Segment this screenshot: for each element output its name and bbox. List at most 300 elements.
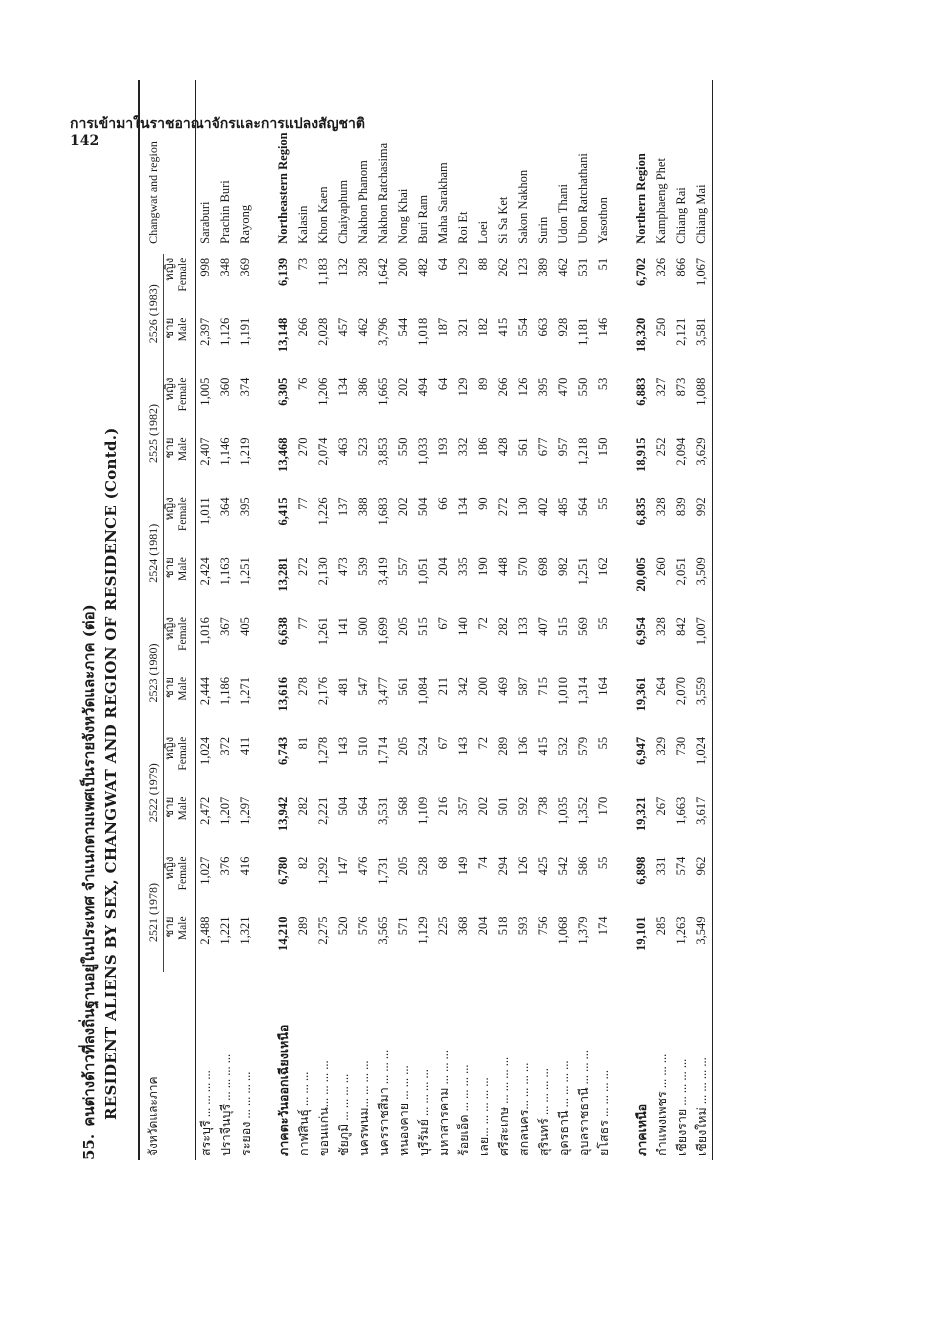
page-number: 142 bbox=[70, 133, 100, 149]
female-value-cell: 376 bbox=[218, 856, 232, 876]
female-value-cell: 132 bbox=[336, 257, 351, 277]
row-label-th: ระยอง ... ... ... ... bbox=[238, 1071, 253, 1156]
male-value-cell: 520 bbox=[336, 916, 351, 936]
table-row bbox=[374, 80, 394, 1160]
table-body bbox=[195, 80, 712, 1160]
male-value-cell: 202 bbox=[476, 796, 491, 816]
female-value-cell: 550 bbox=[576, 377, 591, 397]
male-value-cell: 593 bbox=[516, 916, 531, 936]
female-value-cell: 873 bbox=[674, 377, 689, 397]
male-header-th: ชาย bbox=[163, 916, 176, 938]
female-header bbox=[163, 493, 195, 553]
male-value-cell: 3,565 bbox=[376, 916, 391, 945]
male-value-cell: 3,617 bbox=[692, 793, 713, 853]
row-label-en: Chiang Mai bbox=[692, 80, 713, 254]
male-value-cell: 3,853 bbox=[376, 437, 391, 466]
female-value-cell: 326 bbox=[654, 257, 669, 277]
female-value-cell: 129 bbox=[456, 257, 471, 277]
female-value-cell: 485 bbox=[556, 497, 571, 517]
male-value-cell: 554 bbox=[516, 317, 531, 337]
female-value-cell: 528 bbox=[416, 856, 431, 876]
year-header: 2525 (1982) bbox=[139, 374, 163, 494]
female-value-cell: 51 bbox=[596, 257, 611, 271]
male-value-cell: 1,084 bbox=[416, 676, 431, 706]
row-label-th: สระบุรี ... ... ... ... bbox=[198, 1070, 213, 1156]
table-title-th: คนต่างด้าวที่ลงถิ่นฐานอยู่ในประเทศ จำแนกตามเพศเป็นรายจังหวัดและภาค (ต่อ) bbox=[80, 604, 98, 1127]
female-value-cell: 1,067 bbox=[692, 254, 713, 314]
male-value-cell: 216 bbox=[436, 796, 451, 816]
female-value-cell: 510 bbox=[356, 736, 371, 756]
male-value-cell: 164 bbox=[596, 676, 611, 696]
row-label-th: กาฬสินธุ์ ... ... ... bbox=[296, 1071, 311, 1156]
male-value-cell: 2,121 bbox=[674, 317, 689, 346]
male-value-cell: 576 bbox=[356, 916, 371, 936]
female-header-th: หญิง bbox=[163, 257, 176, 281]
male-value-cell: 2,051 bbox=[674, 557, 689, 586]
female-value-cell: 579 bbox=[576, 736, 591, 756]
male-value-cell: 20,005 bbox=[634, 557, 649, 592]
male-value-cell: 13,616 bbox=[276, 676, 291, 712]
male-header bbox=[163, 553, 195, 613]
male-value-cell: 698 bbox=[536, 557, 551, 576]
female-value-cell: 72 bbox=[476, 736, 491, 750]
female-value-cell: 1,027 bbox=[198, 856, 212, 885]
male-value-cell: 282 bbox=[296, 796, 311, 816]
female-value-cell: 348 bbox=[218, 257, 232, 277]
male-value-cell: 2,472 bbox=[198, 796, 212, 825]
female-value-cell: 6,883 bbox=[634, 377, 649, 406]
row-label-en: Ubon Ratchathani bbox=[576, 153, 591, 244]
female-value-cell: 143 bbox=[456, 736, 471, 756]
female-value-cell: 55 bbox=[596, 497, 611, 510]
row-label-en: Buri Ram bbox=[416, 194, 431, 244]
male-value-cell: 342 bbox=[456, 676, 471, 696]
table-row bbox=[534, 80, 554, 1160]
female-value-cell: 64 bbox=[436, 377, 451, 391]
female-value-cell: 574 bbox=[674, 856, 689, 876]
female-value-cell: 1,714 bbox=[376, 736, 391, 765]
female-value-cell: 74 bbox=[476, 856, 491, 870]
male-value-cell: 564 bbox=[356, 796, 371, 816]
table-row bbox=[652, 80, 672, 1160]
male-value-cell: 250 bbox=[654, 317, 669, 337]
female-value-cell: 126 bbox=[516, 856, 531, 876]
male-value-cell: 2,221 bbox=[316, 796, 331, 825]
female-value-cell: 388 bbox=[356, 497, 371, 517]
female-value-cell: 1,024 bbox=[692, 733, 713, 793]
table-row bbox=[414, 80, 434, 1160]
row-label-en: Northern Region bbox=[634, 153, 649, 244]
male-value-cell: 14,210 bbox=[276, 916, 291, 951]
male-value-cell: 1,181 bbox=[576, 317, 591, 346]
female-value-cell: 500 bbox=[356, 617, 371, 636]
female-value-cell: 137 bbox=[336, 497, 351, 517]
row-label-en: Northeastern Region bbox=[276, 132, 291, 244]
female-value-cell: 1,005 bbox=[198, 377, 212, 406]
female-header-th: หญิง bbox=[163, 617, 176, 641]
male-value-cell: 3,796 bbox=[376, 317, 391, 346]
table-row bbox=[354, 80, 374, 1160]
table-row bbox=[454, 80, 474, 1160]
female-value-cell: 998 bbox=[198, 257, 212, 277]
male-value-cell: 1,126 bbox=[218, 317, 232, 346]
female-value-cell: 386 bbox=[356, 377, 371, 397]
female-value-cell: 73 bbox=[296, 257, 311, 271]
header-row-years bbox=[139, 80, 163, 1160]
row-label-th: เชียงใหม่ ... ... ... ... bbox=[692, 972, 713, 1160]
female-header-en: Female bbox=[176, 856, 189, 891]
male-value-cell: 738 bbox=[536, 796, 551, 816]
row-label-th: อุดรธานี ... ... ... ... bbox=[556, 1060, 571, 1156]
female-value-cell: 531 bbox=[576, 257, 591, 277]
male-value-cell: 2,444 bbox=[198, 676, 212, 706]
male-value-cell: 204 bbox=[436, 557, 451, 576]
male-value-cell: 260 bbox=[654, 557, 669, 576]
male-value-cell: 1,297 bbox=[238, 796, 252, 825]
male-value-cell: 13,468 bbox=[276, 437, 291, 472]
year-header: 2522 (1979) bbox=[139, 733, 163, 853]
female-value-cell: 730 bbox=[674, 736, 689, 756]
year-header: 2523 (1980) bbox=[139, 613, 163, 733]
row-label-en: Chiang Rai bbox=[674, 187, 689, 244]
table-title-en: RESIDENT ALIENS BY SEX, CHANGWAT AND REGION OF RESIDENCE (Contd.) bbox=[102, 427, 120, 1120]
female-value-cell: 462 bbox=[556, 257, 571, 277]
female-value-cell: 6,139 bbox=[276, 257, 291, 286]
row-label-en: Kamphaeng Phet bbox=[654, 158, 669, 244]
row-label-th: สกลนคร... ... ... ... bbox=[516, 1062, 531, 1156]
table-row bbox=[294, 80, 314, 1160]
male-header bbox=[163, 912, 195, 972]
male-value-cell: 568 bbox=[396, 796, 411, 816]
female-value-cell: 68 bbox=[436, 856, 451, 870]
female-value-cell: 76 bbox=[296, 377, 311, 391]
male-value-cell: 2,397 bbox=[198, 317, 212, 346]
male-value-cell: 481 bbox=[336, 676, 351, 696]
male-value-cell: 539 bbox=[356, 557, 371, 576]
male-header-th: ชาย bbox=[163, 437, 176, 459]
female-value-cell: 1,088 bbox=[692, 374, 713, 434]
male-value-cell: 1,010 bbox=[556, 676, 571, 706]
male-value-cell: 756 bbox=[536, 916, 551, 936]
male-header-en: Male bbox=[176, 317, 189, 342]
female-value-cell: 586 bbox=[576, 856, 591, 876]
table-row bbox=[514, 80, 534, 1160]
male-value-cell: 518 bbox=[496, 916, 511, 936]
male-value-cell: 1,663 bbox=[674, 796, 689, 825]
male-value-cell: 1,146 bbox=[218, 437, 232, 466]
female-value-cell: 402 bbox=[536, 497, 551, 517]
female-value-cell: 55 bbox=[596, 856, 611, 870]
male-value-cell: 19,321 bbox=[634, 796, 649, 832]
male-header-en: Male bbox=[176, 796, 189, 821]
female-value-cell: 294 bbox=[496, 856, 511, 876]
female-value-cell: 200 bbox=[396, 257, 411, 277]
male-value-cell: 3,419 bbox=[376, 557, 391, 586]
female-value-cell: 532 bbox=[556, 736, 571, 756]
row-label-th: มหาสารคาม ... ... ... bbox=[436, 1050, 451, 1156]
male-value-cell: 289 bbox=[296, 916, 311, 936]
male-value-cell: 547 bbox=[356, 676, 371, 696]
female-value-cell: 329 bbox=[654, 736, 669, 756]
female-value-cell: 1,699 bbox=[376, 617, 391, 646]
female-value-cell: 564 bbox=[576, 497, 591, 517]
female-value-cell: 90 bbox=[476, 497, 491, 510]
female-value-cell: 839 bbox=[674, 497, 689, 517]
row-label-th: ปราจีนบุรี ... ... ... ... bbox=[218, 1053, 233, 1156]
female-value-cell: 266 bbox=[496, 377, 511, 397]
male-header-th: ชาย bbox=[163, 796, 176, 818]
male-value-cell: 3,549 bbox=[692, 912, 713, 972]
male-value-cell: 272 bbox=[296, 557, 311, 576]
female-value-cell: 364 bbox=[218, 497, 232, 517]
row-label-th: เชียงราย ... ... ... ... bbox=[674, 1058, 689, 1156]
year-header: 2524 (1981) bbox=[139, 493, 163, 613]
male-value-cell: 321 bbox=[456, 317, 471, 337]
female-value-cell: 67 bbox=[436, 736, 451, 750]
male-value-cell: 982 bbox=[556, 557, 571, 576]
row-label-en: Surin bbox=[536, 216, 551, 244]
row-label-en: Roi Et bbox=[456, 211, 471, 244]
table-row bbox=[334, 80, 354, 1160]
male-value-cell: 204 bbox=[476, 916, 491, 936]
female-value-cell: 524 bbox=[416, 736, 431, 756]
row-label-th: หนองคาย ... ... ... bbox=[396, 1065, 411, 1156]
male-value-cell: 162 bbox=[596, 557, 611, 576]
male-value-cell: 1,035 bbox=[556, 796, 571, 825]
female-value-cell: 6,415 bbox=[276, 497, 291, 526]
male-header-th: ชาย bbox=[163, 557, 176, 579]
female-value-cell: 77 bbox=[296, 497, 311, 510]
male-header bbox=[163, 433, 195, 493]
female-value-cell: 411 bbox=[238, 736, 252, 756]
male-value-cell: 1,314 bbox=[576, 676, 591, 706]
male-header bbox=[163, 793, 195, 853]
male-value-cell: 469 bbox=[496, 676, 511, 696]
male-value-cell: 13,942 bbox=[276, 796, 291, 832]
male-value-cell: 266 bbox=[296, 317, 311, 337]
female-value-cell: 123 bbox=[516, 257, 531, 277]
row-label-th: สุรินทร์ ... ... ... ... bbox=[536, 1068, 551, 1156]
male-header-en: Male bbox=[176, 916, 189, 941]
male-value-cell: 462 bbox=[356, 317, 371, 337]
row-label-th: กำแพงเพชร ... ... ... bbox=[654, 1053, 669, 1156]
female-value-cell: 395 bbox=[238, 497, 252, 517]
male-value-cell: 3,531 bbox=[376, 796, 391, 825]
header-changwat-th: จังหวัดและภาค bbox=[139, 972, 163, 1160]
female-value-cell: 1,011 bbox=[198, 497, 212, 525]
female-value-cell: 425 bbox=[536, 856, 551, 876]
male-value-cell: 1,219 bbox=[238, 437, 252, 466]
female-value-cell: 1,278 bbox=[316, 736, 331, 765]
male-header bbox=[163, 673, 195, 733]
male-value-cell: 1,109 bbox=[416, 796, 431, 825]
male-value-cell: 174 bbox=[596, 916, 611, 936]
female-value-cell: 130 bbox=[516, 497, 531, 517]
female-header-en: Female bbox=[176, 736, 189, 771]
male-value-cell: 1,251 bbox=[238, 557, 252, 586]
male-value-cell: 190 bbox=[476, 557, 491, 576]
row-label-th: ศรีสะเกษ ... ... ... ... bbox=[496, 1056, 511, 1156]
female-value-cell: 374 bbox=[238, 377, 252, 397]
row-label-en: Sakon Nakhon bbox=[516, 169, 531, 244]
male-value-cell: 2,070 bbox=[674, 676, 689, 706]
female-value-cell: 395 bbox=[536, 377, 551, 397]
male-value-cell: 1,263 bbox=[674, 916, 689, 945]
row-label-th: นครพนม... ... ... ... bbox=[356, 1060, 371, 1156]
male-value-cell: 1,186 bbox=[218, 676, 232, 706]
male-value-cell: 19,101 bbox=[634, 916, 649, 951]
rotated-table-block bbox=[78, 80, 868, 1160]
male-header-en: Male bbox=[176, 676, 189, 701]
male-header-th: ชาย bbox=[163, 676, 176, 698]
female-value-cell: 1,292 bbox=[316, 856, 331, 885]
row-label-en: Prachin Buri bbox=[218, 180, 232, 244]
female-value-cell: 77 bbox=[296, 617, 311, 630]
table-row bbox=[594, 80, 614, 1160]
female-value-cell: 141 bbox=[336, 617, 351, 636]
male-value-cell: 2,094 bbox=[674, 437, 689, 466]
table-row bbox=[692, 80, 713, 1160]
row-label-en: Si Sa Ket bbox=[496, 196, 511, 244]
female-value-cell: 331 bbox=[654, 856, 669, 876]
female-value-cell: 842 bbox=[674, 617, 689, 636]
female-header-en: Female bbox=[176, 497, 189, 532]
male-value-cell: 13,281 bbox=[276, 557, 291, 592]
running-head-title: การเข้ามาในราชอาณาจักรและการแปลงสัญชาติ bbox=[70, 116, 366, 132]
male-value-cell: 225 bbox=[436, 916, 451, 936]
female-header-th: หญิง bbox=[163, 377, 176, 401]
male-value-cell: 278 bbox=[296, 676, 311, 696]
female-header-en: Female bbox=[176, 257, 189, 292]
male-value-cell: 2,176 bbox=[316, 676, 331, 706]
male-value-cell: 193 bbox=[436, 437, 451, 457]
female-value-cell: 202 bbox=[396, 497, 411, 517]
male-value-cell: 501 bbox=[496, 796, 511, 816]
female-header-en: Female bbox=[176, 377, 189, 412]
male-value-cell: 3,629 bbox=[692, 433, 713, 493]
female-value-cell: 282 bbox=[496, 617, 511, 636]
row-label-th: ยโสธร ... ... ... ... bbox=[596, 1069, 611, 1156]
female-value-cell: 1,016 bbox=[198, 617, 212, 646]
female-value-cell: 140 bbox=[456, 617, 471, 636]
male-value-cell: 18,320 bbox=[634, 317, 649, 353]
male-value-cell: 1,379 bbox=[576, 916, 591, 945]
female-value-cell: 6,743 bbox=[276, 736, 291, 765]
male-value-cell: 415 bbox=[496, 317, 511, 337]
female-value-cell: 372 bbox=[218, 736, 232, 756]
female-value-cell: 136 bbox=[516, 736, 531, 756]
row-label-en: Nakhon Ratchasima bbox=[376, 142, 391, 244]
female-value-cell: 55 bbox=[596, 736, 611, 750]
female-value-cell: 6,638 bbox=[276, 617, 291, 646]
table-row bbox=[434, 80, 454, 1160]
female-value-cell: 6,954 bbox=[634, 617, 649, 646]
male-value-cell: 211 bbox=[436, 676, 451, 696]
male-value-cell: 335 bbox=[456, 557, 471, 576]
male-value-cell: 592 bbox=[516, 796, 531, 816]
female-value-cell: 88 bbox=[476, 257, 491, 271]
female-value-cell: 327 bbox=[654, 377, 669, 397]
row-label-th: ชัยภูมิ ... ... ... ... bbox=[336, 1073, 351, 1156]
row-label-th: ร้อยเอ็ด ... ... ... ... bbox=[456, 1064, 471, 1156]
male-value-cell: 13,148 bbox=[276, 317, 291, 353]
male-value-cell: 1,163 bbox=[218, 557, 232, 586]
table-row bbox=[394, 80, 414, 1160]
female-value-cell: 82 bbox=[296, 856, 311, 870]
male-value-cell: 182 bbox=[476, 317, 491, 337]
table-number: 55. bbox=[80, 1133, 98, 1160]
female-value-cell: 6,780 bbox=[276, 856, 291, 885]
male-value-cell: 957 bbox=[556, 437, 571, 457]
female-value-cell: 126 bbox=[516, 377, 531, 397]
female-value-cell: 1,024 bbox=[198, 736, 212, 765]
male-value-cell: 3,581 bbox=[692, 314, 713, 374]
male-value-cell: 186 bbox=[476, 437, 491, 457]
female-value-cell: 133 bbox=[516, 617, 531, 636]
female-value-cell: 542 bbox=[556, 856, 571, 876]
female-value-cell: 962 bbox=[692, 853, 713, 913]
table-row bbox=[314, 80, 334, 1160]
male-value-cell: 270 bbox=[296, 437, 311, 457]
female-value-cell: 569 bbox=[576, 617, 591, 636]
male-value-cell: 267 bbox=[654, 796, 669, 816]
female-value-cell: 1,007 bbox=[692, 613, 713, 673]
male-value-cell: 2,028 bbox=[316, 317, 331, 346]
female-header-th: หญิง bbox=[163, 497, 176, 521]
row-label-th: อุบลราชธานี ... ... ... bbox=[576, 1049, 591, 1156]
male-header-en: Male bbox=[176, 557, 189, 581]
male-value-cell: 3,559 bbox=[692, 673, 713, 733]
female-value-cell: 504 bbox=[416, 497, 431, 517]
table-row bbox=[672, 80, 692, 1160]
male-value-cell: 428 bbox=[496, 437, 511, 457]
female-header bbox=[163, 613, 195, 673]
male-value-cell: 1,207 bbox=[218, 796, 232, 825]
female-value-cell: 476 bbox=[356, 856, 371, 876]
table-row bbox=[494, 80, 514, 1160]
row-label-en: Kalasin bbox=[296, 205, 311, 244]
male-value-cell: 264 bbox=[654, 676, 669, 696]
female-value-cell: 494 bbox=[416, 377, 431, 397]
male-value-cell: 928 bbox=[556, 317, 571, 337]
row-label-th: ขอนแก่น... ... ... ... bbox=[316, 1060, 331, 1156]
year-header: 2521 (1978) bbox=[139, 853, 163, 973]
female-value-cell: 328 bbox=[356, 257, 371, 277]
male-value-cell: 561 bbox=[516, 437, 531, 457]
row-label-en: Loei bbox=[476, 220, 491, 244]
female-value-cell: 6,702 bbox=[634, 257, 649, 286]
table-title-thai bbox=[78, 80, 100, 1160]
male-value-cell: 715 bbox=[536, 676, 551, 696]
male-value-cell: 2,074 bbox=[316, 437, 331, 466]
male-value-cell: 463 bbox=[336, 437, 351, 457]
female-value-cell: 67 bbox=[436, 617, 451, 630]
male-value-cell: 2,407 bbox=[198, 437, 212, 466]
female-value-cell: 53 bbox=[596, 377, 611, 391]
female-value-cell: 202 bbox=[396, 377, 411, 397]
male-value-cell: 1,271 bbox=[238, 676, 252, 706]
male-value-cell: 677 bbox=[536, 437, 551, 457]
male-value-cell: 448 bbox=[496, 557, 511, 576]
male-value-cell: 150 bbox=[596, 437, 611, 457]
row-label-en: Chaiyaphum bbox=[336, 179, 351, 244]
female-header bbox=[163, 853, 195, 913]
female-value-cell: 134 bbox=[456, 497, 471, 517]
female-value-cell: 328 bbox=[654, 617, 669, 636]
male-value-cell: 523 bbox=[356, 437, 371, 457]
table-row bbox=[554, 80, 574, 1160]
row-label-th: ภาคเหนือ bbox=[634, 1103, 649, 1156]
